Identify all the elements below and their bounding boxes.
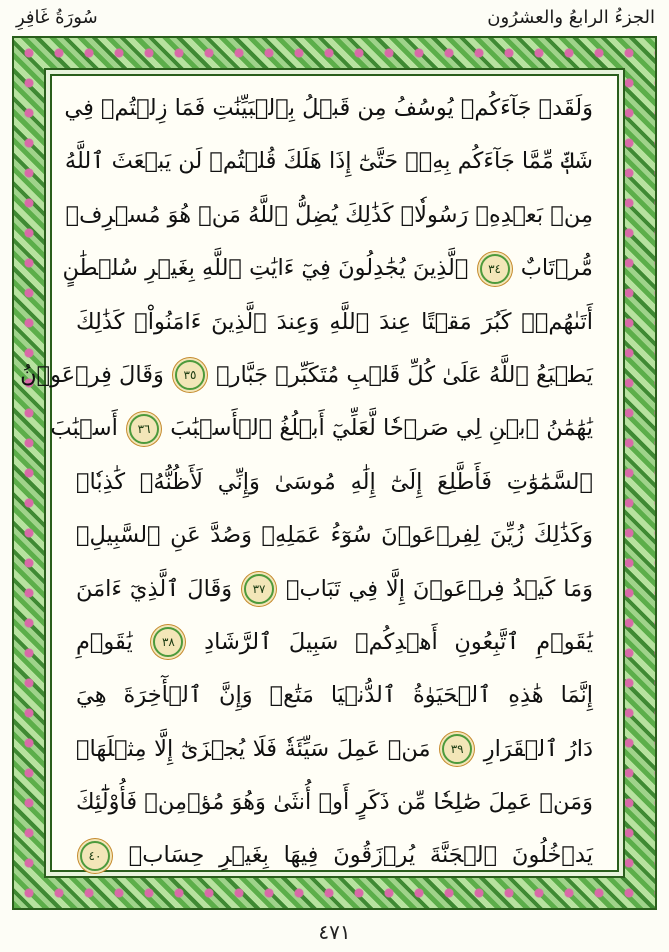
line-text: ٱلسَّمَٰوَٰتِ فَأَطَّلِعَ إِلَىٰٓ إِلَٰهِ مُوسَىٰ وَإِنِّي لَأَظُنُّهُۥ كَٰذِبٗاۚ [76,468,593,495]
ayah-number-marker: ٣٦ [129,414,159,444]
text-line [64,135,593,188]
text-line [76,296,593,349]
line-text: وَكَذَٰلِكَ زُيِّنَ لِفِرۡعَوۡنَ سُوٓءُ عَمَلِهِۦ وَصُدَّ عَنِ ٱلسَّبِيلِۚ [76,522,593,549]
ayah-number-marker: ٣٥ [175,360,205,390]
line-text-after: يَٰقَوۡمِ [76,628,133,655]
line-text: أَتَىٰهُمۡۖ كَبُرَ مَقۡتًا عِندَ ٱللَّهِ وَعِندَ ٱلَّذِينَ ءَامَنُواْۚ كَذَٰلِكَ [76,308,593,335]
text-line [76,563,593,616]
text-line [50,402,593,455]
line-text: وَمَا كَيۡدُ فِرۡعَوۡنَ إِلَّا فِي تَبَابٖ [285,575,594,602]
line-text: يَطۡبَعُ ٱللَّهُ عَلَىٰ كُلِّ قَلۡبِ مُتَكَبِّرٖ جَبَّارٖ [216,361,593,388]
ayah-number-marker: ٣٧ [244,574,274,604]
line-text: مِنۢ بَعۡدِهِۦ رَسُولٗاۚ كَذَٰلِكَ يُضِلُّ ٱللَّهُ مَنۡ هُوَ مُسۡرِفٞ [65,201,593,228]
page-header [0,4,669,34]
ayah-number-marker: ٣٤ [480,254,510,284]
line-text: وَلَقَدۡ جَآءَكُمۡ يُوسُفُ مِن قَبۡلُ بِٱلۡبَيِّنَٰتِ فَمَا زِلۡتُمۡ فِي [64,95,593,121]
text-line [62,242,593,295]
ayah-number-marker: ٣٩ [442,734,472,764]
text-panel [20,74,619,872]
text-line [20,349,593,402]
line-text-after: ٱلَّذِينَ يُجَٰدِلُونَ فِيٓ ءَايَٰتِ ٱللَّهِ بِغَيۡرِ سُلۡطَٰنٍ [62,255,469,282]
text-line [76,776,593,829]
line-text-after: وَقَالَ فِرۡعَوۡنُ [20,361,164,388]
decorative-frame [12,36,657,910]
line-text-after: مَنۡ عَمِلَ سَيِّئَةٗ فَلَا يُجۡزَىٰٓ إِلَّا مِثۡلَهَاۖ [76,735,431,762]
text-line [76,829,593,882]
line-text: يَدۡخُلُونَ ٱلۡجَنَّةَ يُرۡزَقُونَ فِيهَا بِغَيۡرِ حِسَابٖ [128,842,594,869]
line-text: شَكّٖ مِّمَّا جَآءَكُم بِهِۦۖ حَتَّىٰٓ إِذَا هَلَكَ قُلۡتُمۡ لَن يَبۡعَثَ ٱللَّهُ [64,148,593,175]
page-number: ٤٧١ [318,920,351,944]
text-line [76,509,593,562]
line-text: يَٰهَٰمَٰنُ ٱبۡنِ لِي صَرۡحٗا لَّعَلِّيٓ أَبۡلُغُ ٱلۡأَسۡبَٰبَ [170,415,593,442]
line-text: إِنَّمَا هَٰذِهِ ٱلۡحَيَوٰةُ ٱلدُّنۡيَا مَتَٰعٞ وَإِنَّ ٱلۡأٓخِرَةَ هِيَ [76,682,593,709]
line-text: يَٰقَوۡمِ ٱتَّبِعُونِ أَهۡدِكُمۡ سَبِيلَ ٱلرَّشَادِ [204,628,593,655]
ayah-number-marker: ٤٠ [80,841,110,871]
surah-title: سُورَةُ غَافِرِ [16,7,98,28]
ayah-number-marker: ٣٨ [153,627,183,657]
quran-text [20,82,594,869]
juz-title: الجزءُ الرابعُ والعشرُون [487,7,655,28]
text-line [65,189,593,242]
text-line [64,82,593,135]
text-line [76,456,593,509]
line-text-after: أَسۡبَٰبَ [50,415,118,442]
text-line [76,723,593,776]
line-text: وَمَنۡ عَمِلَ صَٰلِحٗا مِّن ذَكَرٍ أَوۡ أُنثَىٰ وَهُوَ مُؤۡمِنٞ فَأُوْلَٰٓئِكَ [76,789,593,816]
line-text-after: وَقَالَ ٱلَّذِيٓ ءَامَنَ [76,575,233,602]
line-text: دَارُ ٱلۡقَرَارِ [483,735,594,762]
line-text: مُّرۡتَابٌ [520,255,593,282]
text-line [76,669,593,722]
text-line [76,616,593,669]
